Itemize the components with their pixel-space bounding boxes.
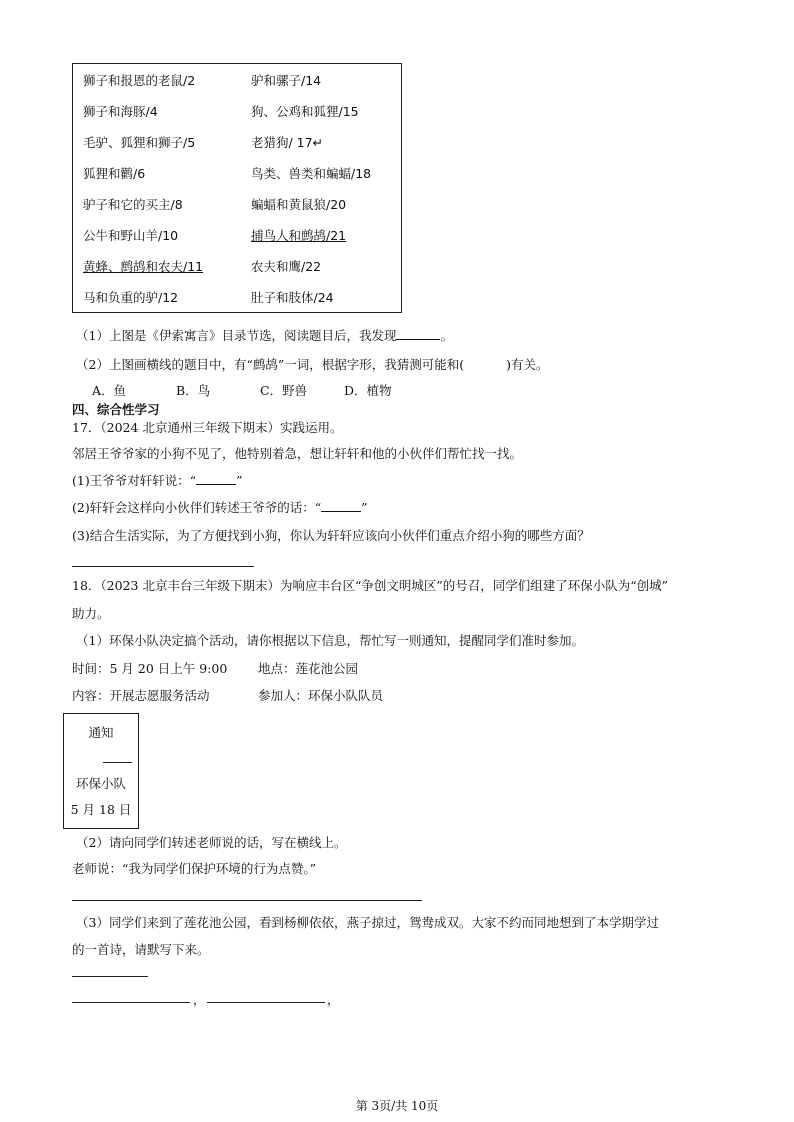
q16-sub2-text: （2）上图画横线的题目中，有“鹧鸪”一词，根据字形，我猜测可能和( <box>76 357 465 372</box>
section-title: 四、综合性学习 <box>72 402 160 417</box>
toc-entry: 驴和骡子/14 <box>251 73 322 88</box>
toc-entry: 鸟类、兽类和蝙蝠/18 <box>251 166 372 181</box>
toc-entry: 狮子和海豚/4 <box>83 104 158 119</box>
toc-entry: 农夫和鹰/22 <box>251 259 322 274</box>
poem-title-line[interactable] <box>72 976 148 977</box>
info-time: 时间：5 月 20 日上午 9:00 <box>72 661 228 676</box>
toc-entry: 公牛和野山羊/10 <box>83 228 179 243</box>
option-b[interactable]: B．鸟 <box>176 383 211 398</box>
info-content: 内容：开展志愿服务活动 <box>72 688 210 703</box>
q17-header: 17．（2024 北京通州三年级下期末）实践运用。 <box>72 420 343 435</box>
option-d[interactable]: D．植物 <box>344 383 392 398</box>
q16-sub2-end: )有关。 <box>506 357 549 372</box>
notice-date: 5 月 18 日 <box>70 802 132 817</box>
answer-line[interactable] <box>72 900 422 901</box>
q17-sub2-text: (2)轩轩会这样向小伙伴们转述王爷爷的话：“ <box>72 500 322 515</box>
q18-info-row2 <box>72 686 383 704</box>
info-people: 参加人：环保小队队员 <box>258 688 384 703</box>
option-c[interactable]: C．野兽 <box>260 383 308 398</box>
q17-sub2 <box>72 498 368 516</box>
toc-entry: 蝙蝠和黄鼠狼/20 <box>251 197 347 212</box>
toc-entry: 狮子和报恩的老鼠/2 <box>83 73 196 88</box>
answer-blank[interactable] <box>396 327 440 340</box>
info-place: 地点：莲花池公园 <box>258 661 359 676</box>
toc-row <box>73 133 401 153</box>
q18-teacher-says: 老师说：“我为同学们保护环境的行为点赞。” <box>72 861 317 876</box>
toc-entry: 马和负重的驴/12 <box>83 290 179 305</box>
toc-entry-underlined: 捕鸟人和鹧鸪/21 <box>251 228 347 243</box>
q17-intro: 邻居王爷爷家的小狗不见了，他特别着急，想让轩轩和他的小伙伴们帮忙找一找。 <box>72 446 523 461</box>
q16-sub1-end: 。 <box>440 328 453 343</box>
toc-row <box>73 288 401 308</box>
q18-sub1: （1）环保小队决定搞个活动，请你根据以下信息，帮忙写一则通知，提醒同学们准时参加。 <box>76 633 584 648</box>
toc-row <box>73 71 401 91</box>
toc-row <box>73 226 401 246</box>
option-a[interactable]: A．鱼 <box>92 383 127 398</box>
q18-sub2: （2）请向同学们转述老师说的话，写在横线上。 <box>76 835 347 850</box>
toc-entry: 老猎狗/ 17↵ <box>251 135 324 150</box>
q17-sub1-end: ” <box>236 473 243 488</box>
comma: ， <box>327 992 340 1007</box>
q18-sub3-line1: （3）同学们来到了莲花池公园，看到杨柳依依，燕子掠过，鸳鸯成双。大家不约而同地想到了本学期学过 <box>76 915 659 930</box>
q18-sub3-line2: 的一首诗，请默写下来。 <box>72 942 210 957</box>
toc-entry-underlined: 黄蜂、鹧鸪和农夫/11 <box>83 259 204 274</box>
toc-entry: 狗、公鸡和狐狸/15 <box>251 104 359 119</box>
page-footer: 第 3页/共 10页 <box>355 1099 439 1113</box>
toc-row <box>73 257 401 277</box>
q18-info-row1 <box>72 659 358 677</box>
q18-header-line2: 助力。 <box>72 606 110 621</box>
notice-title: 通知 <box>88 725 114 740</box>
notice-blank-line[interactable] <box>103 762 132 763</box>
q17-sub2-end: ” <box>361 500 368 515</box>
toc-box <box>72 63 402 313</box>
toc-row <box>73 195 401 215</box>
q17-sub3: (3)结合生活实际，为了方便找到小狗，你认为轩轩应该向小伙伴们重点介绍小狗的哪些方面？ <box>72 528 590 543</box>
notice-box <box>63 713 139 829</box>
toc-entry: 狐狸和鹳/6 <box>83 166 146 181</box>
q16-sub1-text: （1）上图是《伊索寓言》目录节选，阅读题目后，我发现 <box>76 328 397 343</box>
toc-entry: 驴子和它的买主/8 <box>83 197 183 212</box>
toc-entry: 毛驴、狐狸和狮子/5 <box>83 135 196 150</box>
answer-blank[interactable] <box>321 499 361 512</box>
q16-sub2 <box>76 355 549 373</box>
comma: ， <box>193 992 206 1007</box>
toc-row <box>73 102 401 122</box>
answer-blank[interactable] <box>196 472 236 485</box>
notice-signer: 环保小队 <box>75 776 126 791</box>
q17-sub1 <box>72 471 243 489</box>
q17-sub1-text: (1)王爷爷对轩轩说：“ <box>72 473 197 488</box>
poem-line-2[interactable] <box>207 1002 325 1003</box>
poem-line-1[interactable] <box>72 1002 190 1003</box>
toc-row <box>73 164 401 184</box>
answer-line[interactable] <box>72 566 254 567</box>
toc-entry: 肚子和肢体/24 <box>251 290 334 305</box>
q16-options <box>92 381 392 399</box>
q18-header-line1: 18．（2023 北京丰台三年级下期末）为响应丰台区“争创文明城区”的号召，同学们组建了环保小队为“创城” <box>72 578 669 593</box>
q16-sub1 <box>76 326 453 344</box>
